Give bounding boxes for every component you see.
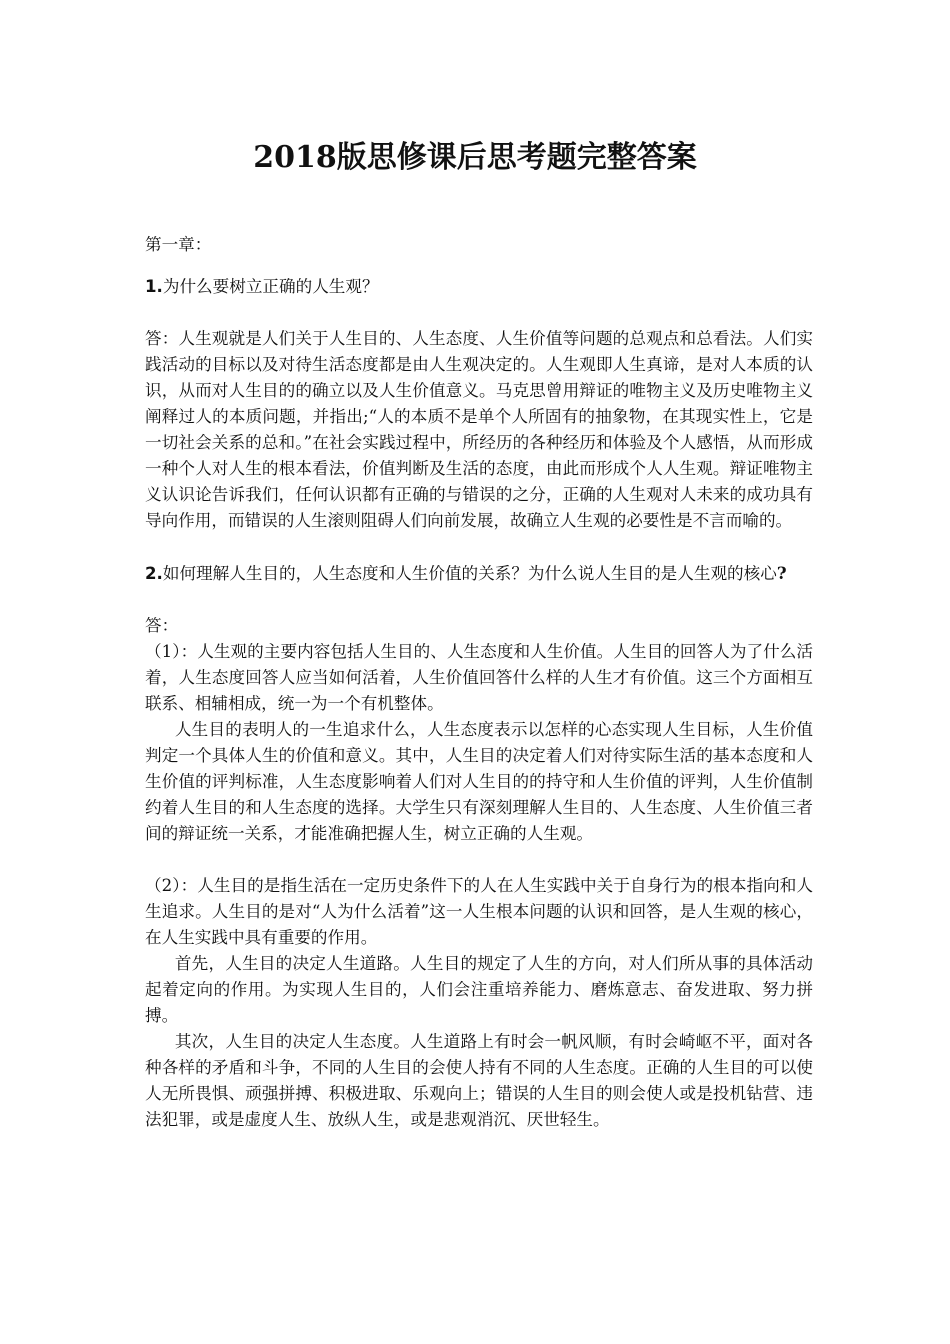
question-2 <box>145 560 813 587</box>
answer-2-part-1: （1）：人生观的主要内容包括人生目的、人生态度和人生价值。人生目的回答人为了什么活着，人生态度回答人应当如何活着，人生价值回答什么样的人生才有价值。这三个方面相互联系、相辅相成，统一为一个有机整体。 <box>145 642 813 713</box>
document-body <box>145 232 813 1133</box>
answer-2-paragraph-5: 其次，人生目的决定人生态度。人生道路上有时会一帆风顺，有时会崎岖不平，面对各种各样的矛盾和斗争，不同的人生目的会使人持有不同的人生态度。正确的人生目的可以使人无所畏惧、顽强拼搏、积极进取、乐观向上；错误的人生目的则会使人或是投机钻营、违法犯罪，或是虚度人生、放纵人生，或是悲观消沉、厌世轻生。 <box>145 1032 813 1129</box>
answer-2-label: 答： <box>145 616 179 635</box>
document-title: 2018版思修课后思考题完整答案 <box>253 140 697 175</box>
question-2-number: 2. <box>145 564 163 583</box>
answer-2-paragraph-4: 首先，人生目的决定人生道路。人生目的规定了人生的方向，对人们所从事的具体活动起着定向的作用。为实现人生目的，人们会注重培养能力、磨炼意志、奋发进取、努力拼搏。 <box>145 954 813 1025</box>
answer-2-part-2: （2）：人生目的是指生活在一定历史条件下的人在人生实践中关于自身行为的根本指向和人生追求。人生目的是对“人为什么活着”这一人生根本问题的认识和回答，是人生观的核心，在人生实践中具有重要的作用。 <box>145 876 813 947</box>
question-2-mark: ? <box>776 563 787 583</box>
question-1-number: 1. <box>145 277 163 296</box>
answer-1: 答：人生观就是人们关于人生目的、人生态度、人生价值等问题的总观点和总看法。人们实践活动的目标以及对待生活态度都是由人生观决定的。人生观即人生真谛，是对人本质的认识，从而对人生目的的确立以及人生价值意义。马克思曾用辩证的唯物主义及历史唯物主义阐释过人的本质问题，并指出;“人的本质不是单个人所固有的抽象物，在其现实性上，它是一切社会关系的总和。”在社会实践过程中，所经历的各种经历和体验及个人感悟，从而形成一种个人对人生的根本看法，价值判断及生活的态度，由此而形成个人人生观。辩证唯物主义认识论告诉我们，任何认识都有正确的与错误的之分，正确的人生观对人未来的成功具有导向作用，而错误的人生滚则阻碍人们向前发展，故确立人生观的必要性是不言而喻的。 <box>145 329 813 530</box>
answer-2-paragraph-2: 人生目的表明人的一生追求什么，人生态度表示以怎样的心态实现人生目标，人生价值判定一个具体人生的价值和意义。其中，人生目的决定着人们对待实际生活的基本态度和人生价值的评判标准，人生态度影响着人们对人生目的的持守和人生价值的评判，人生价值制约着人生目的和人生态度的选择。大学生只有深刻理解人生目的、人生态度、人生价值三者间的辩证统一关系，才能准确把握人生，树立正确的人生观。 <box>145 720 813 843</box>
chapter-heading: 第一章： <box>145 235 212 254</box>
question-1 <box>145 274 813 300</box>
question-1-text: 为什么要树立正确的人生观？ <box>162 277 379 296</box>
question-2-text: 如何理解人生目的，人生态度和人生价值的关系？为什么说人生目的是人生观的核心 <box>162 564 777 583</box>
